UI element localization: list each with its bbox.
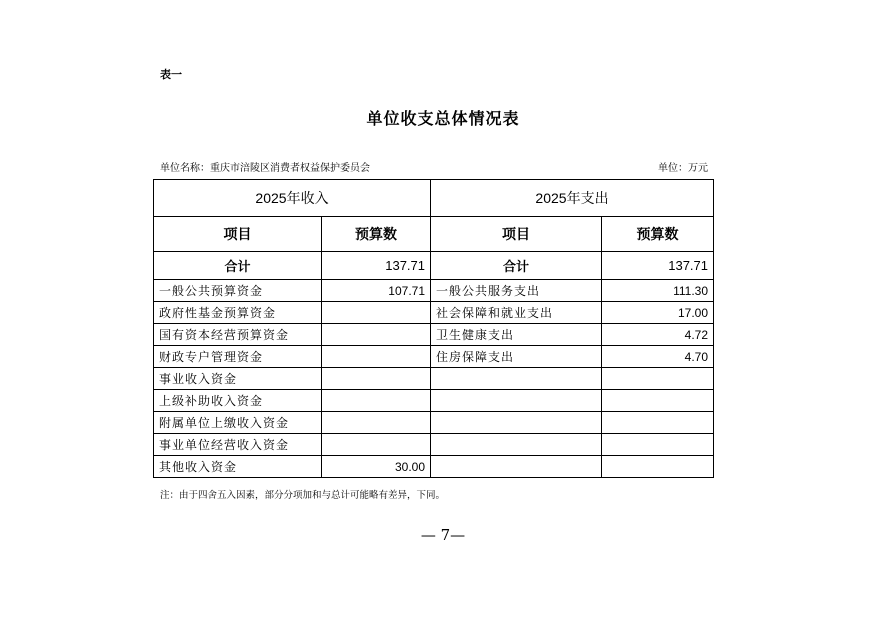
income-item-header: 项目 — [154, 217, 322, 252]
income-item: 事业收入资金 — [154, 368, 322, 390]
table-row — [154, 412, 714, 434]
page-number: — 7— — [420, 526, 466, 544]
expense-value — [602, 390, 714, 412]
expense-value: 4.70 — [602, 346, 714, 368]
income-value — [322, 368, 431, 390]
income-item: 其他收入资金 — [154, 456, 322, 478]
expense-item — [431, 412, 602, 434]
income-item: 上级补助收入资金 — [154, 390, 322, 412]
expense-item — [431, 456, 602, 478]
income-value: 107.71 — [322, 280, 431, 302]
unit-info-row — [160, 159, 708, 174]
expense-item — [431, 368, 602, 390]
expense-value: 4.72 — [602, 324, 714, 346]
income-value — [322, 324, 431, 346]
table-row — [154, 368, 714, 390]
expense-amount-header: 预算数 — [602, 217, 714, 252]
income-value — [322, 434, 431, 456]
expense-item — [431, 390, 602, 412]
income-item: 政府性基金预算资金 — [154, 302, 322, 324]
expense-value: 111.30 — [602, 280, 714, 302]
footnote: 注：由于四舍五入因素，部分分项加和与总计可能略有差异，下同。 — [160, 490, 446, 501]
table-row — [154, 434, 714, 456]
income-value — [322, 412, 431, 434]
table-row — [154, 280, 714, 302]
expense-value — [602, 456, 714, 478]
income-value — [322, 346, 431, 368]
total-row — [154, 252, 714, 280]
budget-table — [153, 179, 714, 478]
expense-item: 卫生健康支出 — [431, 324, 602, 346]
expense-item — [431, 434, 602, 456]
expense-total-value: 137.71 — [602, 252, 714, 280]
expense-item-header: 项目 — [431, 217, 602, 252]
page-title: 单位收支总体情况表 — [366, 109, 520, 128]
income-item: 一般公共预算资金 — [154, 280, 322, 302]
income-value — [322, 390, 431, 412]
table-row — [154, 302, 714, 324]
table-row — [154, 390, 714, 412]
income-item: 附属单位上缴收入资金 — [154, 412, 322, 434]
expense-total-label: 合计 — [431, 252, 602, 280]
income-value — [322, 302, 431, 324]
column-header-row — [154, 217, 714, 252]
unit-measure: 单位：万元 — [658, 163, 708, 174]
table-row — [154, 456, 714, 478]
expense-value — [602, 434, 714, 456]
table-row — [154, 324, 714, 346]
section-header-row — [154, 180, 714, 217]
table-row — [154, 346, 714, 368]
expense-item: 一般公共服务支出 — [431, 280, 602, 302]
income-section-header: 2025年收入 — [154, 180, 431, 217]
income-total-label: 合计 — [154, 252, 322, 280]
expense-value — [602, 412, 714, 434]
unit-name: 单位名称：重庆市涪陵区消费者权益保护委员会 — [160, 163, 370, 174]
income-item: 事业单位经营收入资金 — [154, 434, 322, 456]
expense-section-header: 2025年支出 — [431, 180, 714, 217]
income-total-value: 137.71 — [322, 252, 431, 280]
expense-item: 住房保障支出 — [431, 346, 602, 368]
income-amount-header: 预算数 — [322, 217, 431, 252]
expense-value: 17.00 — [602, 302, 714, 324]
income-item: 国有资本经营预算资金 — [154, 324, 322, 346]
income-value: 30.00 — [322, 456, 431, 478]
income-item: 财政专户管理资金 — [154, 346, 322, 368]
expense-value — [602, 368, 714, 390]
expense-item: 社会保障和就业支出 — [431, 302, 602, 324]
table-label: 表一 — [160, 68, 182, 81]
